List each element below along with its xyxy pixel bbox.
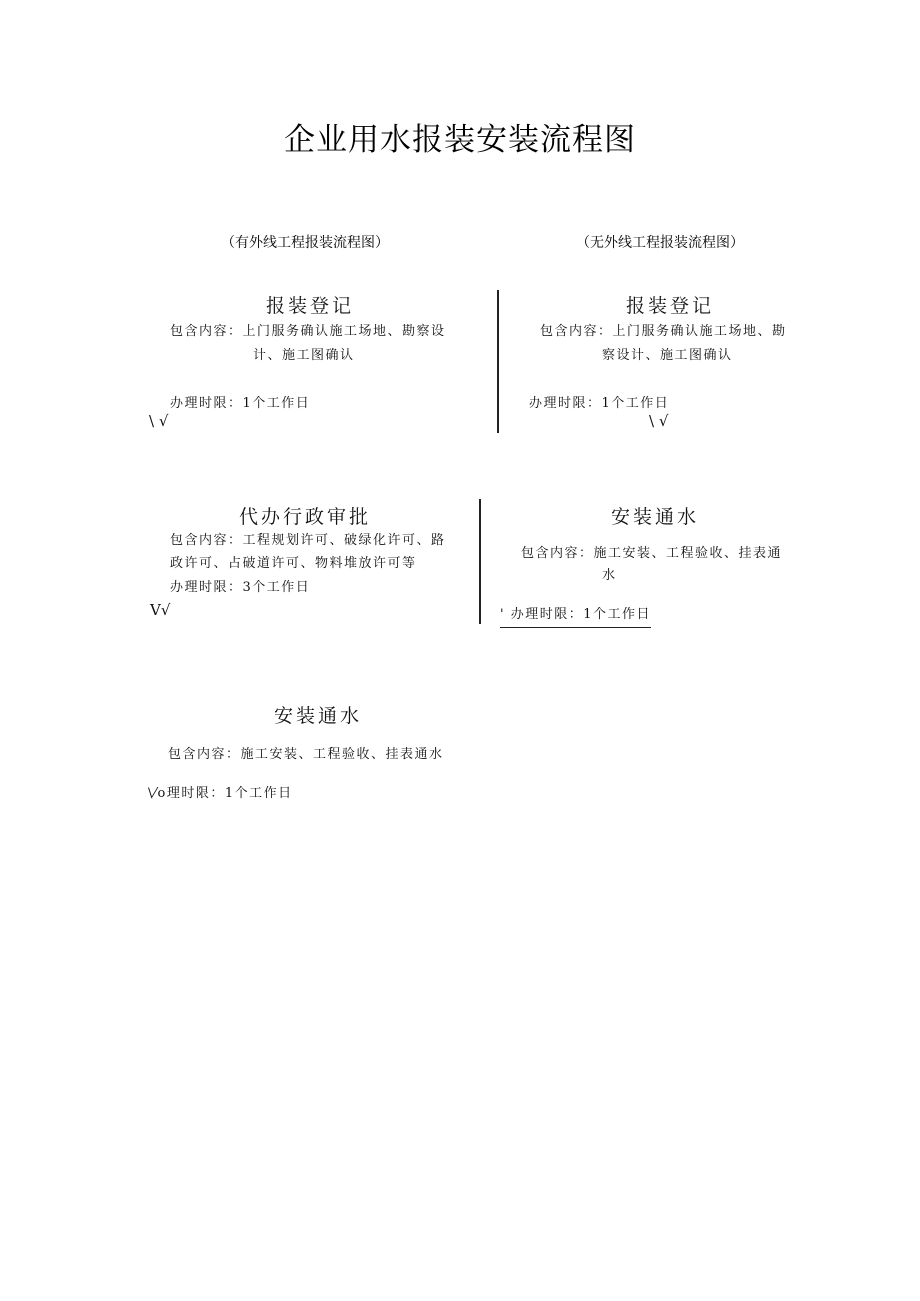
left-step-1-title: 报装登记 (265, 295, 354, 317)
right-step-1-divider-line (497, 290, 499, 433)
right-step-2-title: 安装通水 (610, 506, 699, 528)
left-step-2-content-line2: 政许可、占破道许可、物料堆放许可等 (170, 556, 417, 571)
left-step-1-arrow-mark: \ √ (149, 412, 169, 430)
right-step-2-time-limit: ' 办理时限：1个工作日 (500, 603, 651, 628)
left-step-3-time-limit: \⁄o理时限：1个工作日 (148, 786, 293, 801)
right-step-1-title: 报装登记 (625, 295, 714, 317)
left-step-3-title: 安装通水 (273, 705, 362, 727)
right-column-heading: （无外线工程报装流程图） (576, 235, 744, 251)
right-step-2-content-line2: 水 (602, 568, 617, 583)
right-step-1-content-line1: 包含内容：上门服务确认施工场地、勘 (540, 324, 787, 339)
left-step-1-content-line1: 包含内容：上门服务确认施工场地、勘察设 (170, 324, 446, 339)
left-step-2-arrow-mark: V√ (150, 601, 171, 619)
right-step-1-content-line2: 察设计、施工图确认 (602, 348, 733, 363)
left-step-3-content-line1: 包含内容：施工安装、工程验收、挂表通水 (168, 747, 444, 762)
left-step-2-content-line1: 包含内容：工程规划许可、破绿化许可、路 (170, 533, 446, 548)
left-step-2-time-limit: 办理时限：3个工作日 (170, 580, 311, 595)
left-column-heading: （有外线工程报装流程图） (221, 235, 389, 251)
page-title: 企业用水报装安装流程图 (284, 122, 636, 158)
left-step-2-title: 代办行政审批 (238, 506, 371, 528)
right-step-1-time-limit: 办理时限：1个工作日 (529, 396, 670, 411)
left-step-1-content-line2: 计、施工图确认 (253, 348, 355, 363)
left-step-1-time-limit: 办理时限：1个工作日 (170, 396, 311, 411)
right-step-2-divider-line (479, 499, 481, 624)
right-step-1-arrow-mark: \ √ (649, 412, 669, 430)
right-step-2-content-line1: 包含内容：施工安装、工程验收、挂表通 (521, 546, 783, 561)
